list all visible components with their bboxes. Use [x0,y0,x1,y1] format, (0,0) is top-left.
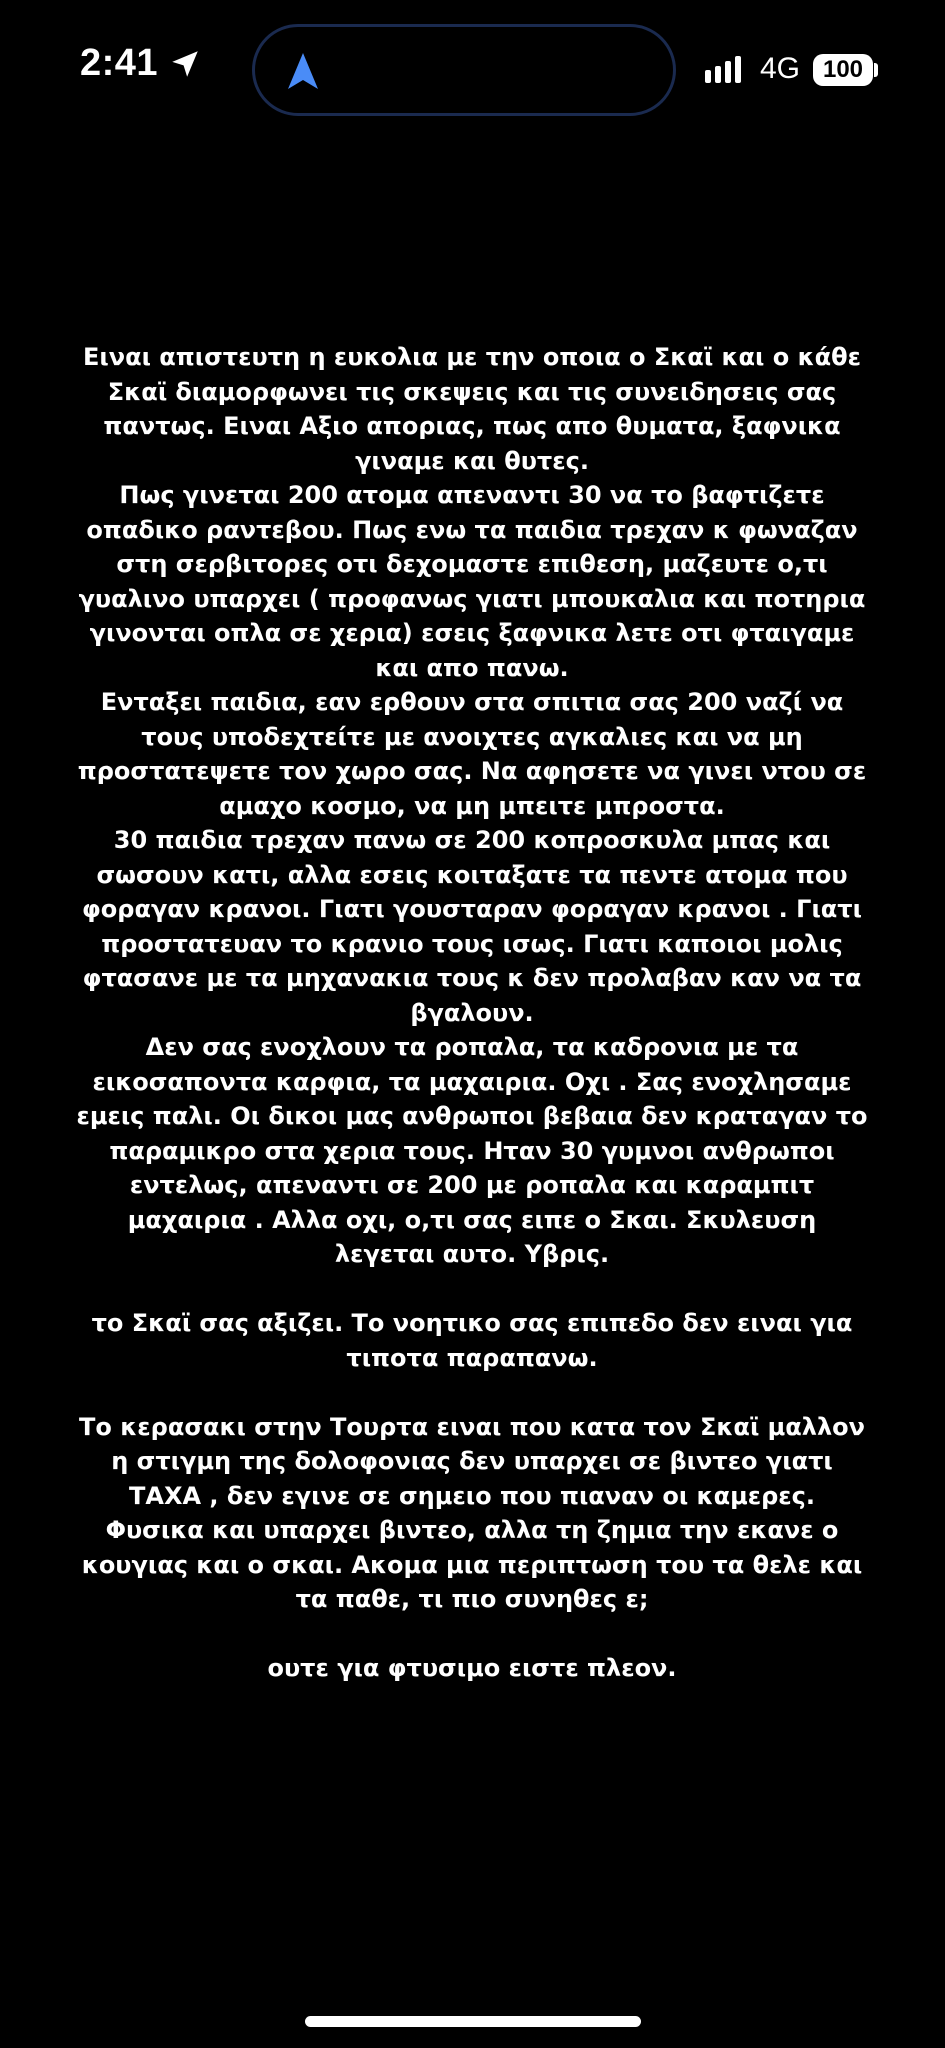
time-group [80,42,202,85]
text-line: η στιγμη της δολοφονιας δεν υπαρχει σε βιντεο γιατι [111,1447,833,1475]
paragraph-gap [72,1375,872,1410]
text-line: βγαλουν. [410,998,534,1027]
text-line: εντελως, απεναντι σε 200 με ροπαλα και καραμπιτ [129,1171,815,1199]
paragraph-gap [72,1272,872,1307]
text-line: φτασανε με τα μηχανακια τους κ δεν προλαβαν καν να τα [82,964,862,992]
text-line: ουτε για φτυσιμο ειστε πλεον. [267,1654,677,1682]
text-line: Πως γινεται 200 ατομα απεναντι 30 να το βαφτιζετε [119,481,825,509]
text-line: εμεις παλι. Οι δικοι μας ανθρωποι βεβαια δεν κραταγαν το [76,1102,868,1130]
text-line: προστατευαν το κρανιο τους ισως. Γιατι καποιοι μολις [101,929,843,958]
network-type: 4G [760,52,801,85]
text-line: το Σκαϊ σας αξιζει. Το νοητικο σας επιπεδο δεν ειναι για [91,1309,853,1337]
text-line: Φυσικα και υπαρχει βιντεο, αλλα τη ζημια την εκανε ο [105,1516,839,1544]
text-line: γυαλινο υπαρχει ( προφανως γιατι μπουκαλια και ποτηρια [78,584,866,613]
text-line: φοραγαν κρανοι. Γιατι γουσταραν φοραγαν κρανοι . Γιατι [82,895,862,923]
text-line: εικοσαποντα καρφια, τα μαχαιρια. Οχι . Σας ενοχλησαμε [92,1067,852,1096]
status-bar [0,0,945,140]
text-line: τα παθε, τι πιο συνηθες ε; [295,1585,649,1613]
text-line: Ειναι απιστευτη η ευκολια με την οποια ο Σκαϊ και ο κάθε [83,343,861,371]
text-line: και απο πανω. [375,653,569,682]
text-line: 30 παιδια τρεχαν πανω σε 200 κοπροσκυλα μπας και [113,826,831,854]
text-line: μαχαιρια . Αλλα οχι, ο,τι σας ειπε ο Σκαι. Σκυλευση [127,1205,817,1234]
text-line: Το κερασακι στην Τουρτα ειναι που κατα τον Σκαϊ μαλλον [79,1412,865,1441]
battery-icon [813,54,873,86]
text-line: Σκαϊ διαμορφωνει τις σκεψεις και τις συνειδησεις σας [107,377,837,406]
text-line: στη σερβιτορες οτι δεχομαστε επιθεση, μαζευτε ο,τι [116,550,828,578]
text-line: ΤΑΧΑ , δεν εγινε σε σημειο που πιαναν οι καμερες. [129,1481,815,1510]
text-line: τιποτα παραπανω. [346,1343,598,1372]
text-line: Ενταξει παιδια, εαν ερθουν στα σπιτια σας 200 ναζί να [100,688,844,716]
text-line: παντως. Ειναι Αξιο αποριας, πως απο θυματα, ξαφνικα [103,412,841,440]
text-line: γινονται οπλα σε χερια) εσεις ξαφνικα λετε οτι φταιγαμε [89,619,855,647]
status-time: 2:41 [80,42,159,84]
text-line: αμαχο κοσμο, να μη μπειτε μπροστα. [219,791,725,820]
paragraph-gap [72,1617,872,1652]
text-line: σωσουν κατι, αλλα εσεις κοιταξατε τα πεντε ατομα που [96,860,848,889]
battery-level: 100 [822,56,864,83]
navigation-arrow-icon [285,51,321,91]
home-indicator[interactable] [305,2016,641,2027]
text-line: λεγεται αυτο. Υβρις. [334,1240,610,1268]
text-line: οπαδικο ραντεβου. Πως ενω τα παιδια τρεχαν κ φωναζαν [86,515,858,544]
cellular-signal-icon [705,56,741,83]
text-line: προστατεψετε τον χωρο σας. Να αφησετε να γινει ντου σε [77,757,867,785]
story-text [72,340,872,1686]
text-line: Δεν σας ενοχλουν τα ροπαλα, τα καδρονια με τα [145,1033,799,1061]
location-arrow-icon [168,47,202,81]
battery-tip [874,63,878,77]
text-line: κουγιας και ο σκαι. Ακομα μια περιπτωση του τα θελε και [81,1550,863,1579]
text-line: τους υποδεχτείτε με ανοιχτες αγκαλιες και να μη [141,722,803,751]
text-line: γιναμε και θυτες. [355,446,589,475]
dynamic-island[interactable] [252,24,676,116]
text-line: παραμικρο στα χερια τους. Ηταν 30 γυμνοι ανθρωποι [109,1136,835,1165]
